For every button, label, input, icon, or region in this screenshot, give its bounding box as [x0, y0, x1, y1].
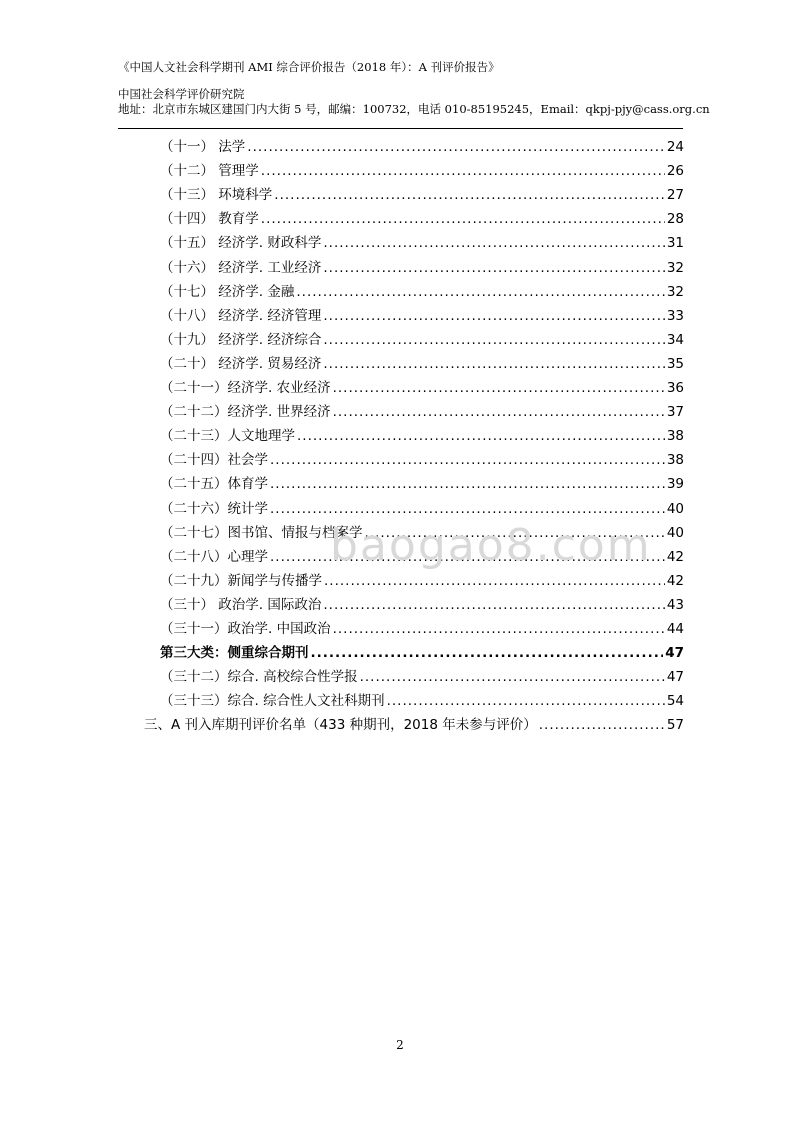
- toc-entry-page: 39: [666, 476, 684, 493]
- toc-dot-leader: [297, 428, 665, 444]
- toc-entry-label: （二十八）心理学: [160, 548, 268, 565]
- toc-entry[interactable]: [160, 593, 684, 617]
- toc-entry-page: 26: [666, 163, 684, 180]
- toc-entry[interactable]: [160, 231, 684, 255]
- toc-dot-leader: [311, 645, 664, 661]
- toc-entry-label: （二十一）经济学. 农业经济: [160, 380, 331, 396]
- organization-address: 地址：北京市东城区建国门内大街 5 号，邮编：100732，电话 010-85195245，Email：qkpj-pjy@cass.org.cn: [118, 102, 710, 116]
- toc-dot-leader: [247, 139, 665, 155]
- toc-entry-page: 24: [666, 139, 684, 155]
- toc-entry-page: 54: [666, 693, 684, 710]
- toc-entry-page: 36: [666, 380, 684, 396]
- toc-entry[interactable]: [160, 448, 684, 472]
- toc-entry-label: （三十一）政治学. 中国政治: [160, 621, 331, 637]
- toc-entry-label: （二十四）社会学: [160, 452, 268, 469]
- toc-dot-leader: [539, 717, 665, 733]
- toc-dot-leader: [333, 621, 665, 637]
- toc-dot-leader: [333, 380, 665, 396]
- toc-entry[interactable]: [160, 689, 684, 713]
- toc-entry-page: 35: [666, 355, 684, 372]
- toc-entry[interactable]: [160, 497, 684, 521]
- toc-entry-page: 27: [666, 187, 684, 204]
- toc-entry-label: （十三） 环境科学: [160, 187, 273, 204]
- toc-entry[interactable]: [160, 424, 684, 448]
- toc-dot-leader: [387, 693, 665, 709]
- toc-entry-page: 38: [666, 428, 684, 445]
- toc-entry-label: （十四） 教育学: [160, 211, 259, 228]
- toc-entry-page: 40: [666, 500, 684, 517]
- toc-entry-page: 47: [665, 645, 684, 662]
- toc-dot-leader: [323, 235, 664, 251]
- toc-dot-leader: [296, 284, 664, 300]
- toc-dot-leader: [333, 404, 665, 420]
- toc-entry-label: （三十三）综合. 综合性人文社科期刊: [160, 693, 385, 710]
- toc-dot-leader: [323, 260, 664, 276]
- toc-entry-label: 第三大类：侧重综合期刊: [160, 645, 309, 662]
- toc-entry-label: （十二） 管理学: [160, 163, 259, 180]
- toc-entry[interactable]: [160, 304, 684, 328]
- toc-entry[interactable]: [160, 617, 684, 641]
- toc-entry-label: （十七） 经济学. 金融: [160, 283, 295, 300]
- toc-dot-leader: [270, 476, 665, 492]
- toc-entry-page: 44: [666, 621, 684, 637]
- toc-dot-leader: [270, 501, 665, 517]
- organization-name: 中国社会科学评价研究院: [118, 87, 245, 101]
- toc-entry-page: 42: [666, 572, 684, 589]
- toc-entry-page: 47: [666, 669, 684, 686]
- toc-dot-leader: [261, 211, 665, 227]
- toc-entry[interactable]: [160, 135, 684, 159]
- toc-entry-page: 33: [666, 307, 684, 324]
- toc-entry[interactable]: [160, 183, 684, 207]
- toc-entry-label: （二十二）经济学. 世界经济: [160, 404, 331, 421]
- toc-entry-label: （十一） 法学: [160, 139, 246, 155]
- toc-dot-leader: [323, 597, 664, 613]
- toc-entry-page: 37: [666, 404, 684, 421]
- toc-entry-label: （十五） 经济学. 财政科学: [160, 235, 322, 252]
- toc-entry-label: （十九） 经济学. 经济综合: [160, 331, 322, 348]
- toc-entry-label: （二十七）图书馆、情报与档案学: [160, 524, 363, 541]
- toc-dot-leader: [261, 163, 665, 179]
- toc-entry[interactable]: [160, 280, 684, 304]
- toc-dot-leader: [324, 573, 665, 589]
- toc-entry-page: 38: [666, 452, 684, 469]
- toc-entry[interactable]: [160, 472, 684, 496]
- toc-entry-page: 57: [666, 717, 684, 734]
- header-divider: [118, 128, 683, 129]
- toc-dot-leader: [270, 452, 665, 468]
- toc-entry-page: 28: [666, 211, 684, 228]
- toc-entry-page: 42: [666, 548, 684, 565]
- toc-entry[interactable]: [160, 256, 684, 280]
- toc-entry[interactable]: [160, 569, 684, 593]
- report-title: 《中国人文社会科学期刊 AMI 综合评价报告（2018 年）：A 刊评价报告》: [118, 60, 500, 74]
- toc-entry[interactable]: [160, 400, 684, 424]
- toc-entry-label: （二十） 经济学. 贸易经济: [160, 355, 322, 372]
- toc-entry-label: （二十九）新闻学与传播学: [160, 572, 322, 589]
- page-number: 2: [396, 1038, 404, 1052]
- toc-entry[interactable]: [160, 641, 684, 665]
- toc-entry-label: （二十五）体育学: [160, 476, 268, 493]
- toc-entry[interactable]: [160, 207, 684, 231]
- toc-entry[interactable]: [160, 352, 684, 376]
- toc-entry-label: （三十） 政治学. 国际政治: [160, 596, 322, 613]
- toc-entry-label: （十六） 经济学. 工业经济: [160, 259, 322, 276]
- toc-entry-label: （三十二）综合. 高校综合性学报: [160, 669, 358, 686]
- toc-entry[interactable]: [160, 665, 684, 689]
- toc-dot-leader: [323, 356, 664, 372]
- toc-entry-page: 32: [666, 283, 684, 300]
- toc-entry[interactable]: [160, 159, 684, 183]
- toc-dot-leader: [274, 187, 665, 203]
- toc-entry-page: 34: [666, 331, 684, 348]
- toc-dot-leader: [323, 308, 664, 324]
- toc-entry[interactable]: [144, 713, 684, 737]
- toc-entry[interactable]: [160, 376, 684, 400]
- toc-entry-page: 40: [666, 524, 684, 541]
- toc-dot-leader: [323, 332, 664, 348]
- toc-entry-label: （二十三）人文地理学: [160, 428, 295, 445]
- toc-entry[interactable]: [160, 328, 684, 352]
- toc-dot-leader: [360, 669, 665, 685]
- watermark: baogao8.com: [330, 520, 652, 571]
- toc-entry-label: （二十六）统计学: [160, 500, 268, 517]
- toc-entry-page: 32: [666, 259, 684, 276]
- toc-entry-label: （十八） 经济学. 经济管理: [160, 307, 322, 324]
- toc-entry-page: 43: [666, 596, 684, 613]
- page-header: [118, 60, 710, 117]
- toc-entry-label: 三、A 刊入库期刊评价名单（433 种期刊，2018 年未参与评价）: [144, 717, 537, 734]
- toc-entry-page: 31: [666, 235, 684, 252]
